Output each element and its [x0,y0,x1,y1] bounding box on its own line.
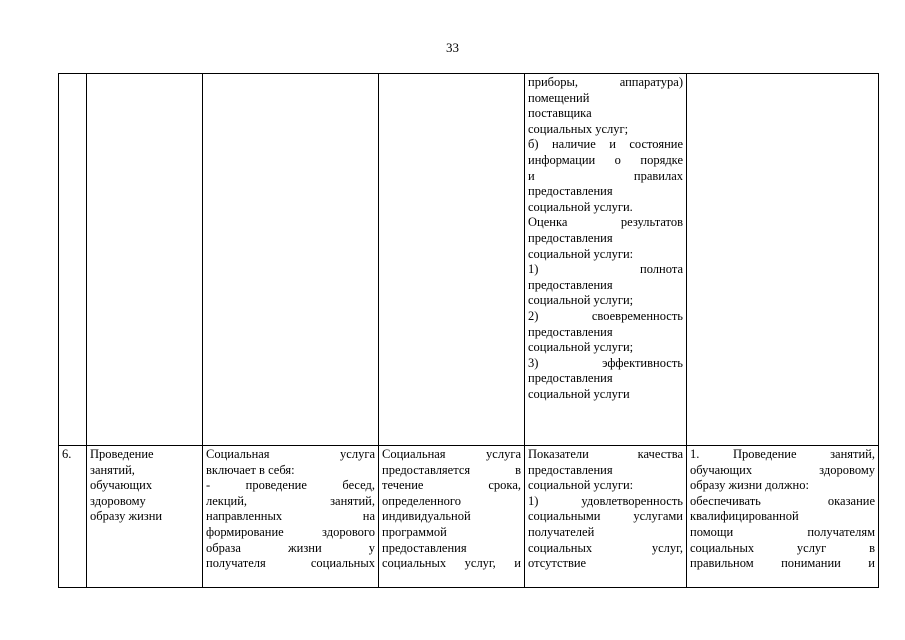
text-line: социальных услуг в [690,540,875,555]
text-line: 2) своевременность [528,308,683,323]
text-line: квалифицированной [690,509,799,524]
text-line: социальной услуги [528,386,630,401]
text-line: помощи получателям [690,524,875,539]
cell-service-name [87,446,203,588]
text-line: Оценка результатов [528,215,683,230]
text-line: предоставления [528,324,613,339]
text-line: 1. Проведение занятий, [690,447,875,461]
text-line: социальной услуги: [528,478,634,493]
table-row-continued [59,74,879,446]
text-line: отсутствие [528,556,587,571]
text-line: предоставления [528,462,613,477]
text-line: программой [382,524,447,539]
text-line: социальной услуги: [528,246,634,261]
text-line: Проведение [90,447,154,461]
cell-number-empty [59,74,87,446]
text-line: обучающих здоровому [690,462,875,477]
text-line: определенного [382,493,461,508]
cell-quality-indicators [525,446,687,588]
cell-service-description [203,446,379,588]
text-line: образа жизни у [206,540,375,555]
text-line: предоставления [382,540,467,555]
page-number: 33 [446,40,459,55]
text-line: помещений [528,90,590,105]
text-line: получателя социальных [206,556,375,571]
text-line: социальной услуги; [528,340,634,355]
text-line: течение срока, [382,478,521,493]
text-line: занятий, [90,462,135,477]
text-line: 1) полнота [528,262,683,277]
text-line: лекций, занятий, [206,493,375,508]
text-line: правильном понимании и [690,556,875,571]
row-number: 6. [62,447,72,461]
text-line: социальных услуг, [528,540,683,555]
text-line: образу жизни [90,509,163,524]
text-line: предоставления [528,184,613,199]
text-line: и правилах [528,168,683,183]
cell-service-terms [379,446,525,588]
text-line: б) наличие и состояние [528,137,683,152]
text-line: индивидуальной [382,509,471,524]
cell-terms-empty [379,74,525,446]
text-line: предоставления [528,230,613,245]
text-line: обучающих [90,478,153,493]
cell-conditions [687,446,879,588]
text-line: 1) удовлетворенность [528,493,683,508]
text-line: предоставляется в [382,462,521,477]
cell-row-number [59,446,87,588]
text-line: образу жизни должно: [690,478,809,493]
text-line: здоровому [90,493,146,508]
text-line: социальной услуги; [528,293,634,308]
text-line: приборы, аппаратура) [528,75,683,89]
text-line: предоставления [528,277,613,292]
text-line: социальных услуг; [528,121,629,136]
cell-name-empty [87,74,203,446]
text-line: направленных на [206,509,375,524]
text-line: обеспечивать оказание [690,493,875,508]
cell-description-empty [203,74,379,446]
text-line: социальных услуг, и [382,556,521,571]
text-line: предоставления [528,371,613,386]
text-line: включает в себя: [206,462,295,477]
text-line: формирование здорового [206,524,375,539]
text-line: - проведение бесед, [206,478,375,493]
text-line: поставщика [528,106,592,121]
services-table [58,73,879,588]
text-line: Социальная услуга [206,447,375,461]
cell-conditions-empty [687,74,879,446]
table-row-6 [59,446,879,588]
text-line: Показатели качества [528,447,683,461]
text-line: 3) эффективность [528,355,683,370]
text-line: Социальная услуга [382,447,521,461]
text-line: получателей [528,524,595,539]
text-line: социальными услугами [528,509,683,524]
text-line: информации о порядке [528,152,683,167]
text-line: социальной услуги. [528,199,633,214]
cell-quality-continued [525,74,687,446]
